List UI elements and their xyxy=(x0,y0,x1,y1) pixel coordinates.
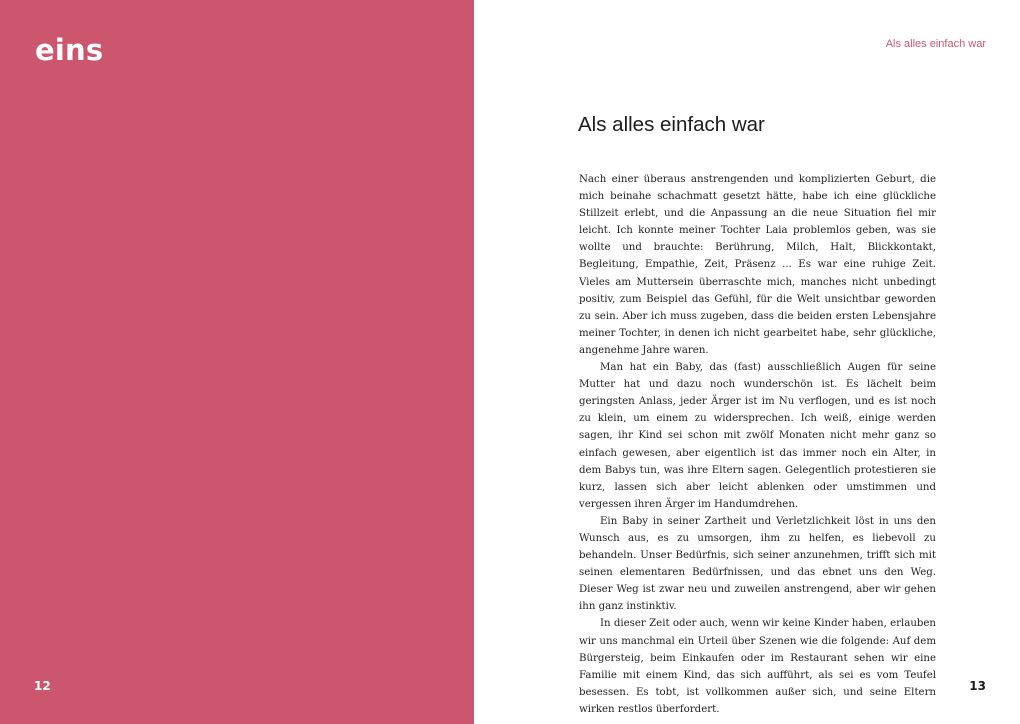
paragraph: Nach einer überaus anstrengenden und komplizierten Geburt, die mich beinahe schachmatt gesetzt hätte, habe ich eine glückliche Stillzeit erlebt, und die Anpassung an die neue Situation fiel mir leicht. Ich konnte meiner Tochter Laia problemlos geben, was sie wollte und brauchte: Berührung, Milch, Halt, Blickkontakt, Begleitung, Empathie, Zeit, Präsenz ... Es war eine ruhige Zeit. Vieles am Muttersein überraschte mich, manches nicht unbedingt positiv, zum Beispiel das Gefühl, für die Welt unsichtbar geworden zu sein. Aber ich muss zugeben, dass die beiden ersten Lebensjahre meiner Tochter, in denen ich nicht gearbeitet habe, sehr glückliche, angenehme Jahre waren. xyxy=(579,174,936,356)
paragraph: Ein Baby in seiner Zartheit und Verletzlichkeit löst in uns den Wunsch aus, es zu umsorgen, ihm zu helfen, es liebevoll zu behandeln. Unser Bedürfnis, sich seiner anzunehmen, trifft sich mit seinen elementaren Bedürfnissen, und das ebnet uns den Weg. Dieser Weg ist zwar neu und zuweilen anstrengend, aber wir gehen ihn ganz instinktiv. xyxy=(579,515,936,613)
left-page xyxy=(0,0,474,724)
right-page xyxy=(474,0,1020,724)
page-number-right: 13 xyxy=(969,679,986,693)
paragraph: In dieser Zeit oder auch, wenn wir keine Kinder haben, erlauben wir uns manchmal ein Urteil über Szenen wie die folgende: Auf dem Bürgersteig, beim Einkaufen oder im Restaurant sehen wir eine Familie mit einem Kind, das sich aufführt, als sei es vom Teufel besessen. Es tobt, ist vollkommen außer sich, und seine Eltern wirken restlos überfordert. xyxy=(579,618,936,715)
page-number-left: 12 xyxy=(34,679,51,693)
paragraph: Man hat ein Baby, das (fast) ausschließlich Augen für seine Mutter hat und dazu noch wunderschön ist. Es lächelt beim geringsten Anlass, jeder Ärger ist im Nu verflogen, und es ist noch zu klein, um einem zu widersprechen. Ich weiß, einige werden sagen, ihr Kind sei schon mit zwölf Monaten nicht mehr ganz so einfach gewesen, aber eigentlich ist das immer noch ein Alter, in dem Babys tun, was ihre Eltern sagen. Gelegentlich protestieren sie kurz, lassen sich aber leicht ablenken oder umstimmen und vergessen ihren Ärger im Handumdrehen. xyxy=(579,362,936,510)
chapter-title: Als alles einfach war xyxy=(578,113,765,136)
chapter-number-word: eins xyxy=(35,33,104,67)
running-header: Als alles einfach war xyxy=(885,38,986,50)
body-text xyxy=(579,171,936,718)
